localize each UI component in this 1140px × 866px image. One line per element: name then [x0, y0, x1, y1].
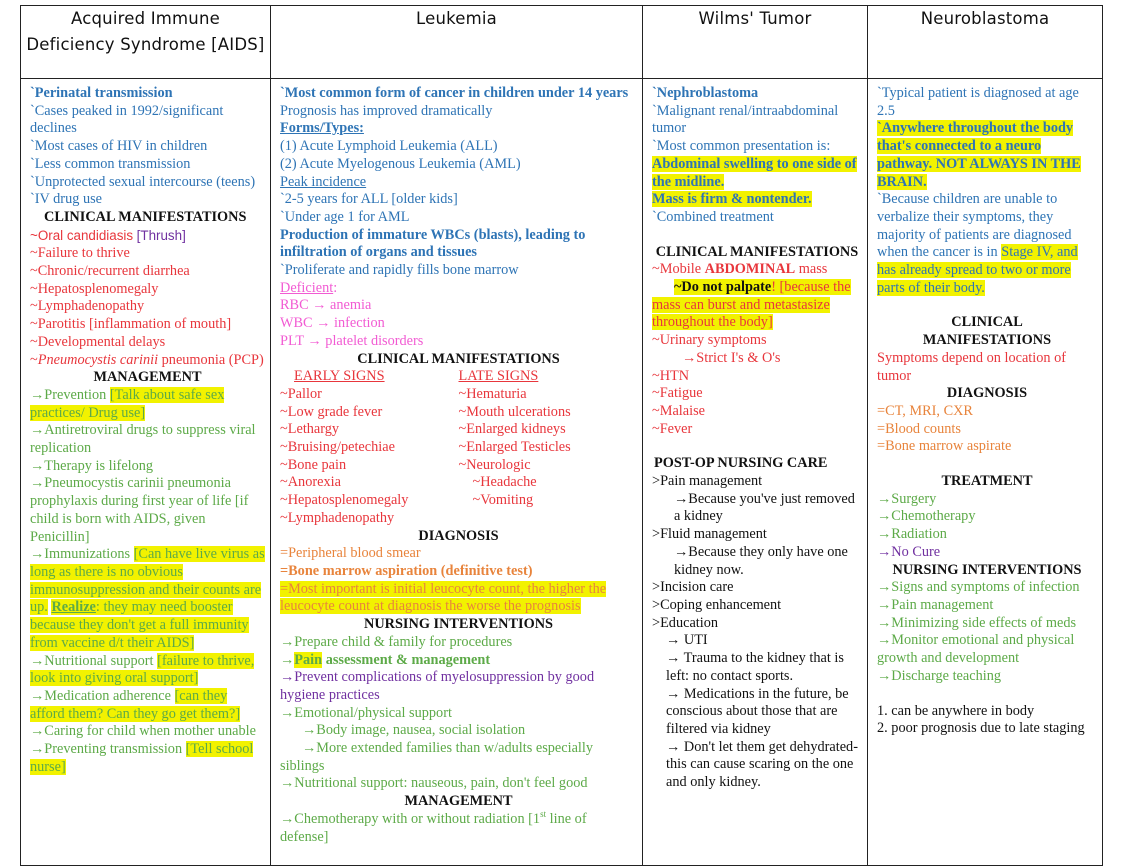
neuro-dx-title: DIAGNOSIS: [946, 385, 1028, 402]
neuro-tx-1: →Surgery: [877, 490, 937, 507]
neuro-note-2: 2. poor prognosis due to late staging: [877, 720, 1085, 737]
leuk-ni-4: →Emotional/physical support: [280, 704, 452, 721]
neuro-because: `Because children are unable to verbalize their symptoms, they majority of patients are diagnosed when the cancer is in Stage IV, and has already spread to two or more parts of their body.: [877, 191, 1078, 296]
wilms-abd-swelling: Abdominal swelling to one side of the midline.: [652, 155, 857, 190]
content-row: [21, 79, 1103, 866]
leuk-ni-title: NURSING INTERVENTIONS: [364, 616, 553, 633]
leuk-early-item: ~Lymphadenopathy: [280, 509, 395, 526]
leuk-late-item: ~Neurologic: [458, 456, 531, 473]
leuk-peak-1: `2-5 years for ALL [older kids]: [280, 191, 458, 208]
wilms-coping: >Coping enhancement: [652, 596, 782, 613]
leuk-proliferate: `Proliferate and rapidly fills bone marrow: [280, 262, 519, 279]
header-leukemia: Leukemia: [271, 6, 643, 79]
aids-unprotected: `Unprotected sexual intercourse (teens): [30, 173, 256, 190]
leuk-dx-title: DIAGNOSIS: [418, 527, 499, 544]
aids-m-nutri: →Nutritional support [failure to thrive, look into giving oral support]: [30, 652, 255, 687]
leuk-ni-6: →More extended families than w/adults especially siblings: [280, 740, 594, 774]
aids-m-caring: →Caring for child when mother unable: [30, 723, 256, 740]
leuk-dx-1: =Peripheral blood smear: [280, 545, 421, 562]
leuk-late-title: LATE SIGNS: [458, 368, 539, 385]
leuk-ni-2: →Pain assessment & management: [280, 651, 491, 668]
aids-peaked: `Cases peaked in 1992/significant declines: [30, 102, 224, 137]
leuk-late-signs: [459, 368, 638, 527]
aids-m-med: →Medication adherence [can they afford them? Can they go get them?]: [30, 687, 241, 722]
aids-m-immun: →Immunizations [Can have live virus as long as there is no obvious immunosuppression and their counts are up. Realize: they may need booster because they don't get a full immunity from vaccine d/t their AIDS]: [30, 546, 265, 651]
header-aids: Acquired Immune Deficiency Syndrome [AIDS]: [21, 6, 271, 79]
neuro-ni-5: →Discharge teaching: [877, 667, 1001, 684]
leuk-ni-5: →Body image, nausea, social isolation: [302, 722, 526, 739]
neuro-ni-2: →Pain management: [877, 596, 994, 613]
leuk-cm-title: CLINICAL MANIFESTATIONS: [357, 350, 560, 367]
leuk-late-item: ~Enlarged Testicles: [458, 439, 571, 456]
leuk-late-item: ~Hematuria: [458, 385, 527, 402]
leukemia-column: [271, 79, 643, 866]
neuro-dx-2: =Blood counts: [877, 420, 961, 437]
leuk-signs: [280, 368, 637, 527]
neuro-note-1: 1. can be anywhere in body: [877, 702, 1035, 719]
leuk-early-title: EARLY SIGNS: [294, 368, 385, 385]
aids-m-prevent-tx: →Preventing transmission [Tell school nurse]: [30, 741, 254, 775]
leuk-mgmt-title: MANAGEMENT: [404, 793, 513, 810]
leuk-late-item: ~Vomiting: [472, 492, 534, 509]
wilms-mobile: ~Mobile ABDOMINAL mass: [652, 261, 828, 278]
wilms-htn: ~HTN: [652, 367, 690, 384]
leuk-early-signs: [280, 368, 459, 527]
aids-mgmt-title: MANAGEMENT: [93, 369, 202, 386]
leuk-plt: PLT → platelet disorders: [280, 332, 424, 349]
wilms-education: >Education: [652, 614, 719, 631]
aids-m-therapy: →Therapy is lifelong: [30, 457, 154, 474]
leuk-early-item: ~Pallor: [280, 385, 322, 402]
aids-cm-lymph: ~Lymphadenopathy: [30, 298, 145, 315]
wilms-combined: `Combined treatment: [652, 208, 774, 225]
leuk-early-item: ~Hepatosplenomegaly: [280, 492, 409, 509]
leuk-late-item: ~Headache: [472, 474, 537, 491]
leuk-rbc: RBC → anemia: [280, 297, 372, 314]
leuk-prognosis: Prognosis has improved dramatically: [280, 102, 493, 119]
aids-cm-pcp: ~Pneumocystis carinii pneumonia (PCP): [30, 351, 264, 368]
leuk-early-item: ~Bone pain: [280, 456, 347, 473]
leuk-peak-2: `Under age 1 for AML: [280, 208, 410, 225]
neuro-ni-3: →Minimizing side effects of meds: [877, 614, 1077, 631]
aids-m-prevention: →Prevention [Talk about safe sex practices/ Drug use]: [30, 386, 225, 421]
leuk-deficient: Deficient:: [280, 279, 338, 296]
wilms-edu-2: → Trauma to the kidney that is left: no contact sports.: [666, 650, 844, 684]
wilms-incision: >Incision care: [652, 579, 734, 596]
neuro-tx-title: TREATMENT: [941, 473, 1033, 490]
aids-cm-dev: ~Developmental delays: [30, 333, 166, 350]
wilms-nephro: `Nephroblastoma: [652, 85, 759, 101]
neuro-cm-title: CLINICAL MANIFESTATIONS: [922, 314, 1052, 349]
aids-perinatal: `Perinatal transmission: [30, 85, 173, 101]
aids-cm-parotitis: ~Parotitis [inflammation of mouth]: [30, 316, 232, 333]
header-neuroblastoma: Neuroblastoma: [868, 6, 1103, 79]
aids-cm-hepato: ~Hepatosplenomegaly: [30, 280, 159, 297]
header-row: [21, 6, 1103, 79]
leuk-mgmt-1: →Chemotherapy with or without radiation [1st line of defense]: [280, 809, 587, 845]
wilms-fever: ~Fever: [652, 420, 693, 437]
wilms-malignant: `Malignant renal/intraabdominal tumor: [652, 102, 839, 137]
aids-most-hiv: `Most cases of HIV in children: [30, 138, 208, 155]
neuro-dx-1: =CT, MRI, CXR: [877, 402, 973, 419]
aids-cm-diarrhea: ~Chronic/recurrent diarrhea: [30, 263, 190, 280]
wilms-edu-3: → Medications in the future, be conscious about those that are filtered via kidney: [666, 685, 849, 737]
wilms-fluid-sub: →Because they only have one kidney now.: [674, 543, 848, 578]
wilms-postop-title: POST-OP NURSING CARE: [654, 455, 828, 472]
neuro-typical: `Typical patient is diagnosed at age 2.5: [877, 85, 1079, 119]
neuro-ni-1: →Signs and symptoms of infection: [877, 579, 1080, 596]
leuk-ni-7: →Nutritional support: nauseous, pain, don't feel good: [280, 775, 588, 792]
leuk-late-item: ~Mouth ulcerations: [458, 403, 571, 420]
wilms-edu-4: → Don't let them get dehydrated- this can cause scaring on the one and only kidney.: [666, 738, 858, 791]
wilms-column: [643, 79, 868, 866]
header-wilms: Wilms' Tumor: [643, 6, 868, 79]
leuk-ni-1: →Prepare child & family for procedures: [280, 633, 513, 650]
neuro-symptoms: Symptoms depend on location of tumor: [877, 349, 1067, 384]
leuk-ni-3: →Prevent complications of myelosuppression by good hygiene practices: [280, 669, 595, 703]
study-notes-table: [20, 5, 1103, 866]
aids-less-common: `Less common transmission: [30, 155, 191, 172]
aids-column: [21, 79, 271, 866]
wilms-strict: →Strict I's & O's: [682, 349, 781, 366]
neuro-ni-title: NURSING INTERVENTIONS: [892, 561, 1082, 578]
aids-cm-oral: ~Oral candidiasis [Thrush]: [30, 227, 186, 243]
leuk-most-common: `Most common form of cancer in children under 14 years: [280, 85, 629, 101]
wilms-edu-1: → UTI: [666, 632, 708, 649]
neuro-dx-3: =Bone marrow aspirate: [877, 438, 1012, 455]
wilms-cm-title: CLINICAL MANIFESTATIONS: [655, 243, 859, 260]
wilms-pain: >Pain management: [652, 473, 763, 490]
aids-cm-title: CLINICAL MANIFESTATIONS: [44, 208, 247, 225]
leuk-early-item: ~Bruising/petechiae: [280, 439, 395, 456]
neuro-ni-4: →Monitor emotional and physical growth and development: [877, 632, 1075, 667]
wilms-fluid: >Fluid management: [652, 526, 767, 543]
leuk-dx-2: =Bone marrow aspiration (definitive test): [280, 562, 533, 579]
leuk-early-item: ~Lethargy: [280, 421, 340, 438]
wilms-urinary: ~Urinary symptoms: [652, 332, 767, 349]
neuro-tx-3: →Radiation: [877, 526, 947, 543]
aids-m-pcp: →Pneumocystis carinii pneumonia prophylaxis during first year of life [if child is born with AIDS, given Penicillin]: [30, 475, 249, 545]
aids-cm-ftt: ~Failure to thrive: [30, 245, 130, 262]
leuk-forms-title: Forms/Types:: [280, 120, 364, 137]
leuk-late-item: ~Enlarged kidneys: [458, 421, 566, 438]
neuro-tx-2: →Chemotherapy: [877, 508, 976, 525]
leuk-wbc: WBC → infection: [280, 315, 385, 332]
wilms-pain-sub: →Because you've just removed a kidney: [674, 490, 855, 525]
wilms-malaise: ~Malaise: [652, 402, 705, 419]
leuk-dx-3: =Most important is initial leucocyte count, the higher the leucocyte count at diagnosis the worse the prognosis: [280, 580, 607, 615]
leuk-peak-title: Peak incidence: [280, 173, 367, 190]
leuk-form-1: (1) Acute Lymphoid Leukemia (ALL): [280, 138, 498, 155]
wilms-fatigue: ~Fatigue: [652, 385, 703, 402]
leuk-early-item: ~Anorexia: [280, 474, 341, 491]
aids-iv-drug: `IV drug use: [30, 191, 103, 208]
leuk-production: Production of immature WBCs (blasts), leading to infiltration of organs and tissues: [280, 226, 586, 261]
neuro-column: [868, 79, 1103, 866]
wilms-palpate: ~Do not palpate! [because the mass can burst and metastasize throughout the body]: [652, 279, 851, 331]
neuro-tx-4: →No Cure: [877, 543, 941, 560]
leuk-form-2: (2) Acute Myelogenous Leukemia (AML): [280, 155, 521, 172]
neuro-anywhere: `Anywhere throughout the body that's connected to a neuro pathway. NOT ALWAYS IN THE BRAIN.: [877, 120, 1081, 190]
wilms-presentation: `Most common presentation is:: [652, 138, 831, 155]
leuk-early-item: ~Low grade fever: [280, 403, 383, 420]
wilms-mass-firm: Mass is firm & nontender.: [652, 191, 812, 208]
aids-m-antiretro: →Antiretroviral drugs to suppress viral replication: [30, 422, 256, 457]
